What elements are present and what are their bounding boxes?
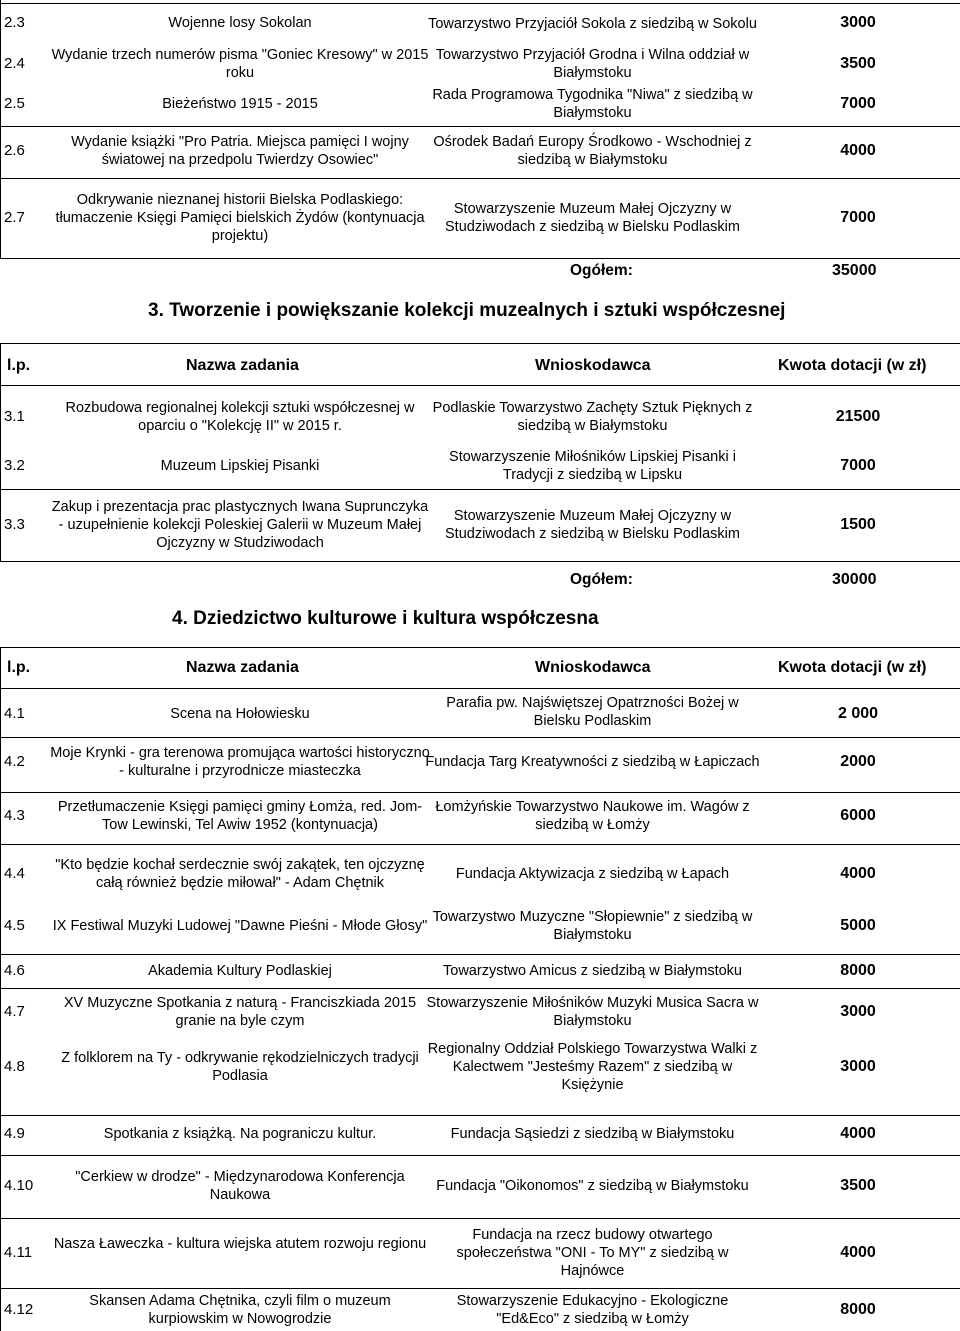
table-border xyxy=(0,343,1,561)
row-amount: 6000 xyxy=(840,807,876,824)
row-applicant: Łomżyńskie Towarzystwo Naukowe im. Wagów z siedzibą w Łomży xyxy=(435,799,750,833)
row-task-name: Przetłumaczenie Księgi pamięci gminy Łomża, red. Jom-Tow Lewinski, Tel Awiw 1952 (kontynuacja) xyxy=(57,799,423,833)
row-applicant: Ośrodek Badań Europy Środkowo - Wschodniej z siedzibą w Białymstoku xyxy=(433,134,752,168)
header-amount: Kwota dotacji (w zł) xyxy=(778,357,927,374)
table-border xyxy=(0,0,1,258)
row-amount: 5000 xyxy=(840,917,876,934)
row-lp: 4.8 xyxy=(4,1058,25,1075)
row-task-name: Akademia Kultury Podlaskiej xyxy=(148,963,332,979)
row-applicant: Stowarzyszenie Miłośników Lipskiej Pisanki i Tradycji z siedzibą w Lipsku xyxy=(449,449,736,483)
row-lp: 4.7 xyxy=(4,1003,25,1020)
row-lp: 4.6 xyxy=(4,962,25,979)
row-task-name: Zakup i prezentacja prac plastycznych Iwana Suprunczyka - uzupełnienie kolekcji Poleskiej Galerii w Muzeum Małej Ojczyzny w Studziwodach xyxy=(51,499,429,551)
row-task-name: Muzeum Lipskiej Pisanki xyxy=(160,458,320,474)
section3-total-label: Ogółem: xyxy=(570,571,633,588)
row-applicant: Podlaskie Towarzystwo Zachęty Sztuk Pięknych z siedzibą w Białymstoku xyxy=(432,400,753,434)
row-task-name: Wydanie trzech numerów pisma "Goniec Kresowy" w 2015 roku xyxy=(51,47,429,81)
row-amount: 21500 xyxy=(835,408,881,425)
row-task-name: Rozbudowa regionalnej kolekcji sztuki współczesnej w oparciu o "Kolekcję II" w 2015 r. xyxy=(65,400,415,434)
row-amount: 2000 xyxy=(840,753,876,770)
row-applicant: Fundacja Targ Kreatywności z siedzibą w Łapiczach xyxy=(425,754,760,770)
row-lp: 3.3 xyxy=(4,516,25,533)
row-task-name: "Kto będzie kochał serdecznie swój zakątek, ten ojczyznę całą również będzie miłował" - Adam Chętnik xyxy=(55,857,425,891)
row-lp: 4.3 xyxy=(4,807,25,824)
row-amount: 4000 xyxy=(840,1125,876,1142)
row-amount: 4000 xyxy=(840,1244,876,1261)
table-border xyxy=(0,647,1,1331)
row-lp: 2.6 xyxy=(4,142,25,159)
row-lp: 4.1 xyxy=(4,705,25,722)
row-applicant: Towarzystwo Amicus z siedzibą w Białymstoku xyxy=(443,963,742,979)
section3-total: 30000 xyxy=(832,571,877,588)
header-applicant: Wnioskodawca xyxy=(535,659,651,676)
row-amount: 4000 xyxy=(840,142,876,159)
row-task-name: Spotkania z książką. Na pograniczu kultur. xyxy=(103,1126,377,1142)
row-amount: 7000 xyxy=(840,457,876,474)
section4-title: 4. Dziedzictwo kulturowe i kultura współczesna xyxy=(172,608,599,629)
row-amount: 7000 xyxy=(840,95,876,112)
row-lp: 2.3 xyxy=(4,14,25,31)
row-amount: 3000 xyxy=(840,1058,876,1075)
header-lp: l.p. xyxy=(7,659,31,676)
row-lp: 4.12 xyxy=(4,1301,34,1318)
row-lp: 4.11 xyxy=(4,1244,33,1261)
row-amount: 8000 xyxy=(840,1301,876,1318)
row-applicant: Towarzystwo Przyjaciół Grodna i Wilna oddział w Białymstoku xyxy=(435,47,750,81)
section3-title: 3. Tworzenie i powiększanie kolekcji muzealnych i sztuki współczesnej xyxy=(148,300,786,321)
row-applicant: Fundacja Sąsiedzi z siedzibą w Białymstoku xyxy=(450,1126,735,1142)
row-lp: 2.4 xyxy=(4,55,25,72)
row-amount: 4000 xyxy=(840,865,876,882)
row-task-name: Moje Krynki - gra terenowa promująca wartości historyczno - kulturalne i przyrodnicze miasteczka xyxy=(50,745,430,779)
row-lp: 3.2 xyxy=(4,457,25,474)
row-task-name: XV Muzyczne Spotkania z naturą - Franciszkiada 2015 granie na byle czym xyxy=(63,995,417,1029)
row-lp: 4.4 xyxy=(4,865,25,882)
row-task-name: IX Festiwal Muzyki Ludowej "Dawne Pieśni - Młode Głosy" xyxy=(52,918,428,934)
row-task-name: "Cerkiew w drodze" - Międzynarodowa Konferencja Naukowa xyxy=(75,1169,405,1203)
row-amount: 7000 xyxy=(840,209,876,226)
row-amount: 3000 xyxy=(840,14,876,31)
row-amount: 2 000 xyxy=(837,705,879,722)
row-applicant: Fundacja "Oikonomos" z siedzibą w Białymstoku xyxy=(436,1178,749,1194)
row-applicant: Towarzystwo Przyjaciół Sokola z siedzibą w Sokolu xyxy=(428,16,757,32)
row-task-name: Odkrywanie nieznanej historii Bielska Podlaskiego: tłumaczenie Księgi Pamięci bielskich Żydów (kontynuacja projektu) xyxy=(55,192,425,244)
row-task-name: Nasza Ławeczka - kultura wiejska atutem rozwoju regionu xyxy=(53,1236,427,1252)
row-task-name: Scena na Hołowiesku xyxy=(170,706,310,722)
row-amount: 8000 xyxy=(840,962,876,979)
row-amount: 1500 xyxy=(840,516,876,533)
row-lp: 4.10 xyxy=(4,1177,34,1194)
row-lp: 2.7 xyxy=(4,209,25,226)
header-task-name: Nazwa zadania xyxy=(186,357,299,374)
row-task-name: Z folklorem na Ty - odkrywanie rękodzielniczych tradycji Podlasia xyxy=(61,1050,419,1084)
row-amount: 3000 xyxy=(840,1003,876,1020)
section2-total: 35000 xyxy=(832,262,877,279)
row-lp: 4.5 xyxy=(4,917,25,934)
row-lp: 2.5 xyxy=(4,95,25,112)
row-applicant: Parafia pw. Najświętszej Opatrzności Bożej w Bielsku Podlaskim xyxy=(446,695,739,729)
row-lp: 3.1 xyxy=(4,408,25,425)
row-applicant: Stowarzyszenie Muzeum Małej Ojczyzny w Studziwodach z siedzibą w Bielsku Podlaskim xyxy=(445,508,740,542)
row-applicant: Fundacja na rzecz budowy otwartego społeczeństwa "ONI - To MY" z siedzibą w Hajnówce xyxy=(456,1227,729,1279)
row-applicant: Stowarzyszenie Miłośników Muzyki Musica Sacra w Białymstoku xyxy=(426,995,759,1029)
row-lp: 4.2 xyxy=(4,753,25,770)
section2-total-label: Ogółem: xyxy=(570,262,633,279)
row-task-name: Wojenne losy Sokolan xyxy=(168,15,312,31)
row-applicant: Rada Programowa Tygodnika "Niwa" z siedzibą w Białymstoku xyxy=(432,87,753,121)
row-task-name: Skansen Adama Chętnika, czyli film o muzeum kurpiowskim w Nowogrodzie xyxy=(89,1293,391,1327)
row-applicant: Regionalny Oddział Polskiego Towarzystwa Walki z Kalectwem "Jesteśmy Razem" z siedzibą w Księżynie xyxy=(427,1041,758,1093)
header-lp: l.p. xyxy=(7,357,31,374)
header-task-name: Nazwa zadania xyxy=(186,659,299,676)
row-applicant: Stowarzyszenie Muzeum Małej Ojczyzny w Studziwodach z siedzibą w Bielsku Podlaskim xyxy=(445,201,740,235)
row-amount: 3500 xyxy=(840,55,876,72)
row-lp: 4.9 xyxy=(4,1125,25,1142)
header-applicant: Wnioskodawca xyxy=(535,357,651,374)
header-amount: Kwota dotacji (w zł) xyxy=(778,659,927,676)
row-task-name: Bieżeństwo 1915 - 2015 xyxy=(162,96,318,112)
row-applicant: Fundacja Aktywizacja z siedzibą w Łapach xyxy=(455,866,730,882)
row-task-name: Wydanie książki "Pro Patria. Miejsca pamięci I wojny światowej na przedpolu Twierdzy Osowiec" xyxy=(71,134,409,168)
row-amount: 3500 xyxy=(840,1177,876,1194)
row-applicant: Stowarzyszenie Edukacyjno - Ekologiczne "Ed&Eco" z siedzibą w Łomży xyxy=(456,1293,729,1327)
row-applicant: Towarzystwo Muzyczne "Słopiewnie" z siedzibą w Białymstoku xyxy=(432,909,753,943)
